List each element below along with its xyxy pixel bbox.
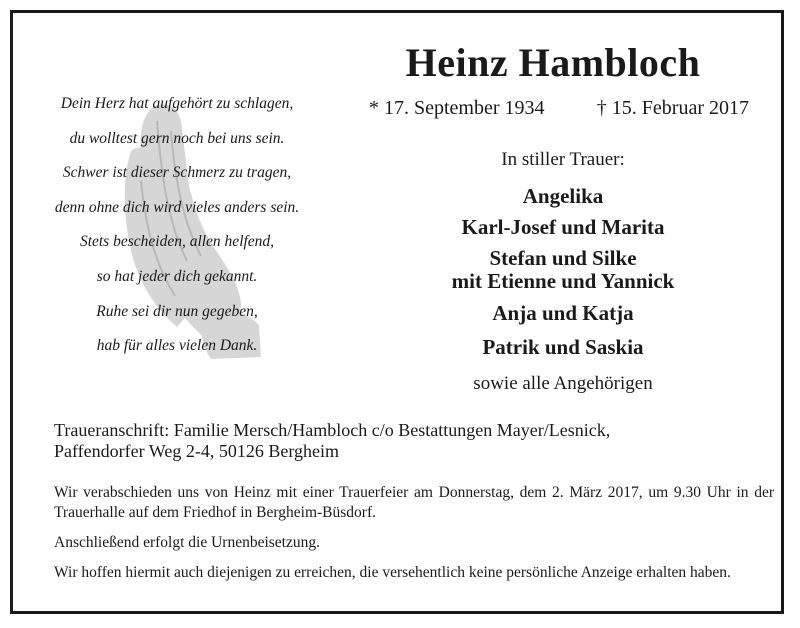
mourner-group [413,247,713,293]
mourner-name: Anja und Katja [492,301,634,325]
urn-text: Anschließend erfolgt die Urnenbeisetzung. [54,534,320,551]
mourning-address [54,420,774,462]
reach-text: Wir hoffen hiermit auch diejenigen zu erreichen, die versehentlich keine persönliche Anzeige erhalten haben. [54,564,731,581]
obituary-notice [10,10,784,614]
mourner-name: Patrik und Saskia [482,335,644,359]
poem-line: hab für alles vielen Dank. [96,337,258,355]
mourning-intro: In stiller Trauer: [501,149,625,170]
poem-line: denn ohne dich wird vieles anders sein. [54,198,300,216]
poem-line: Stets bescheiden, allen helfend, [79,233,275,251]
poem-line: Schwer ist dieser Schmerz zu tragen, [62,164,292,182]
birth-date: * 17. September 1934 [369,97,545,119]
mourner-name: mit Etienne und Yannick [451,269,675,293]
ceremony-details [54,483,774,593]
mourner-name: Karl-Josef und Marita [461,215,665,239]
address-line: Paffendorfer Weg 2-4, 50126 Bergheim [54,441,339,461]
mourner-name: Stefan und Silke [489,246,637,270]
death-date: † 15. Februar 2017 [596,97,749,119]
deceased-name: Heinz Hambloch [405,40,701,85]
ceremony-text: Wir verabschieden uns von Heinz mit einer Trauerfeier am Donnerstag, dem 2. März 2017, um 9.30 Uhr in der Trauerhalle auf dem Friedhof in Bergheim-Büsdorf. [54,484,774,521]
address-line: Traueranschrift: Familie Mersch/Hambloch c/o Bestattungen Mayer/Lesnick, [54,420,611,440]
relatives-line: sowie alle Angehörigen [473,373,653,394]
poem-line: du wolltest gern noch bei uns sein. [69,129,285,147]
life-dates [369,97,749,120]
mourner-name: Angelika [522,184,604,208]
poem-line: Dein Herz hat aufgehört zu schlagen, [60,95,294,112]
memorial-poem [27,87,327,364]
poem-line: Ruhe sei dir nun gegeben, [96,302,258,320]
poem-line: so hat jeder dich gekannt. [96,267,258,285]
